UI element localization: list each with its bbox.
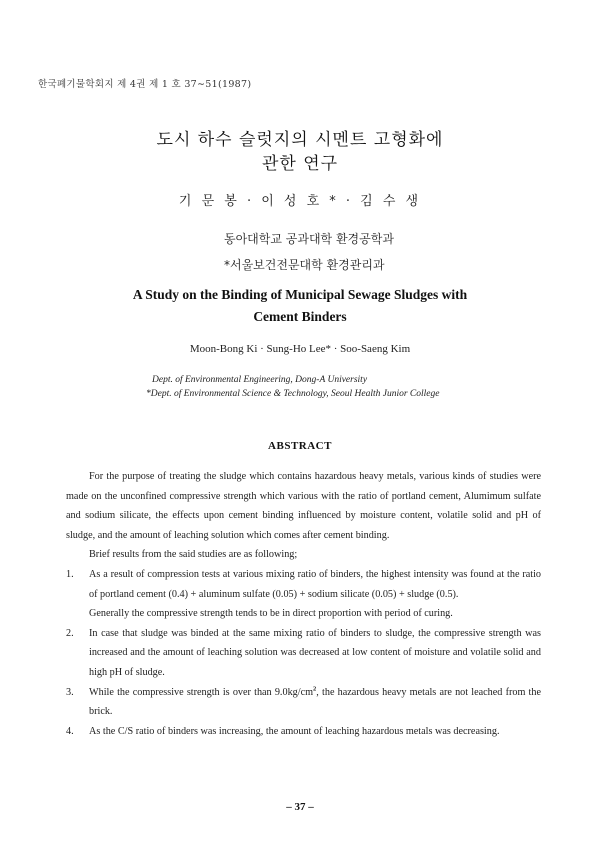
korean-authors: 기 문 봉 · 이 성 호 * · 김 수 생 [178, 194, 422, 209]
abstract-intro-paragraph: For the purpose of treating the sludge which contains hazardous heavy metals, various kinds of studies were made on the unconfined compressive strength which various with the ratio of portland cement, Alumimum sulfate and sodium silicate, the effects upon cement binding influenced by moisture content, volatile solid and pH of sludge, and the amount of leaching solution which comes after cement binding. [66, 471, 541, 541]
result-text-after-superscript: , the hazardous heavy metals are not leached from the brick. [89, 686, 542, 718]
result-number: 1. [66, 568, 74, 580]
abstract-body [66, 467, 541, 741]
result-number: 2. [66, 627, 74, 639]
curing-note: Generally the compressive strength tends to be in direct proportion with period of curing. [89, 608, 453, 620]
english-title [0, 284, 600, 328]
english-affiliation-1: Dept. of Environmental Engineering, Dong-A University [152, 375, 368, 385]
result-text-before-superscript: While the compressive strength is over than 9.0kg/cm [89, 686, 314, 698]
superscript-exponent: 2 [313, 685, 317, 693]
english-title-line-1: A Study on the Binding of Municipal Sewage Sludges with [132, 287, 468, 302]
result-item-2 [66, 624, 541, 683]
journal-header: 한국폐기물학회지 제 4권 제 1 호 37∼51(1987) [38, 79, 252, 90]
korean-title [0, 128, 600, 176]
korean-affiliations [224, 226, 394, 278]
english-title-line-2: Cement Binders [253, 309, 347, 324]
result-text: In case that sludge was binded at the same mixing ratio of binders to sludge, the compressive strength was increased and the amount of leaching solution was decreased at low content of moisture and volatile solid and high pH of sludge. [89, 627, 541, 678]
abstract-heading: ABSTRACT [268, 440, 332, 452]
result-number: 4. [66, 725, 74, 737]
korean-affiliation-1: 동아대학교 공과대학 환경공학과 [224, 232, 394, 246]
result-text: As the C/S ratio of binders was increasing, the amount of leaching hazardous metals was decreasing. [89, 725, 500, 737]
english-authors: Moon-Bong Ki · Sung-Ho Lee* · Soo-Saeng Kim [189, 343, 411, 355]
english-affiliation-2: *Dept. of Environmental Science & Technology, Seoul Health Junior College [146, 389, 440, 399]
page-number: – 37 – [286, 801, 314, 813]
abstract-brief-line: Brief results from the said studies are as following; [89, 549, 298, 561]
korean-title-line-2: 관한 연구 [261, 154, 339, 174]
korean-affiliation-2: *서울보건전문대학 환경관리과 [224, 258, 385, 272]
result-text: As a result of compression tests at various mixing ratio of binders, the highest intensity was found at the ratio of portland cement (0.4) + aluminum sulfate (0.05) + sodium silicate (0.05) + sludge (0.5). [89, 568, 541, 600]
korean-title-line-1: 도시 하수 슬럿지의 시멘트 고형화에 [156, 130, 444, 150]
result-item-1 [66, 565, 541, 604]
result-item-4 [66, 722, 541, 742]
result-item-3 [66, 683, 541, 722]
result-number: 3. [66, 686, 74, 698]
english-affiliations [146, 373, 439, 401]
